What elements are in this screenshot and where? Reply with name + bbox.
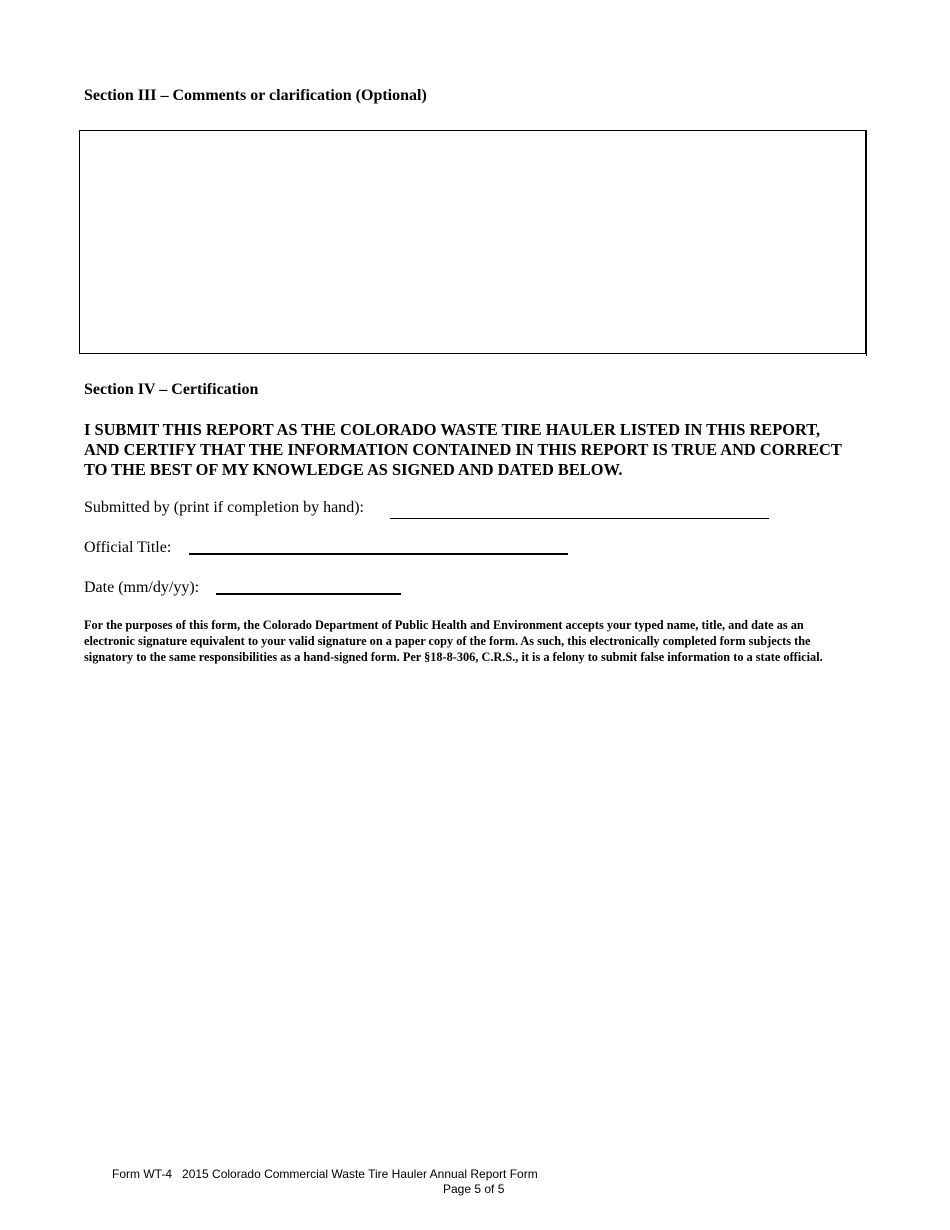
- certification-statement: I SUBMIT THIS REPORT AS THE COLORADO WASTE TIRE HAULER LISTED IN THIS REPORT, AND CERTIFY THAT THE INFORMATION CONTAINED IN THIS REPORT IS TRUE AND CORRECT TO THE BEST OF MY KNOWLEDGE AS SIGNED AND DATED BELOW.: [84, 420, 842, 479]
- footer-form-id: Form WT-4: [112, 1167, 172, 1181]
- footer-page-number: Page 5 of 5: [443, 1182, 505, 1196]
- footer-form-title: 2015 Colorado Commercial Waste Tire Hauler Annual Report Form: [182, 1167, 538, 1181]
- date-label: Date (mm/dy/yy):: [84, 579, 200, 596]
- date-field[interactable]: [216, 593, 401, 595]
- section-iv-heading: Section IV – Certification: [84, 381, 259, 398]
- official-title-field[interactable]: [189, 553, 568, 555]
- official-title-label: Official Title:: [84, 539, 172, 556]
- electronic-signature-notice: For the purposes of this form, the Colorado Department of Public Health and Environment accepts your typed name, title, and date as an electronic signature equivalent to your valid signature on a paper copy of the form. As such, this electronically completed form subjects the signatory to the same responsibilities as a hand-signed form. Per §18-8-306, C.R.S., it is a felony to submit false information to a state official.: [84, 618, 823, 665]
- submitted-by-label: Submitted by (print if completion by hand):: [84, 499, 364, 516]
- submitted-by-field[interactable]: [390, 518, 769, 519]
- section-iii-heading: Section III – Comments or clarification (Optional): [84, 87, 427, 104]
- comments-textbox[interactable]: [79, 130, 866, 354]
- footer-form-info: [112, 1167, 538, 1181]
